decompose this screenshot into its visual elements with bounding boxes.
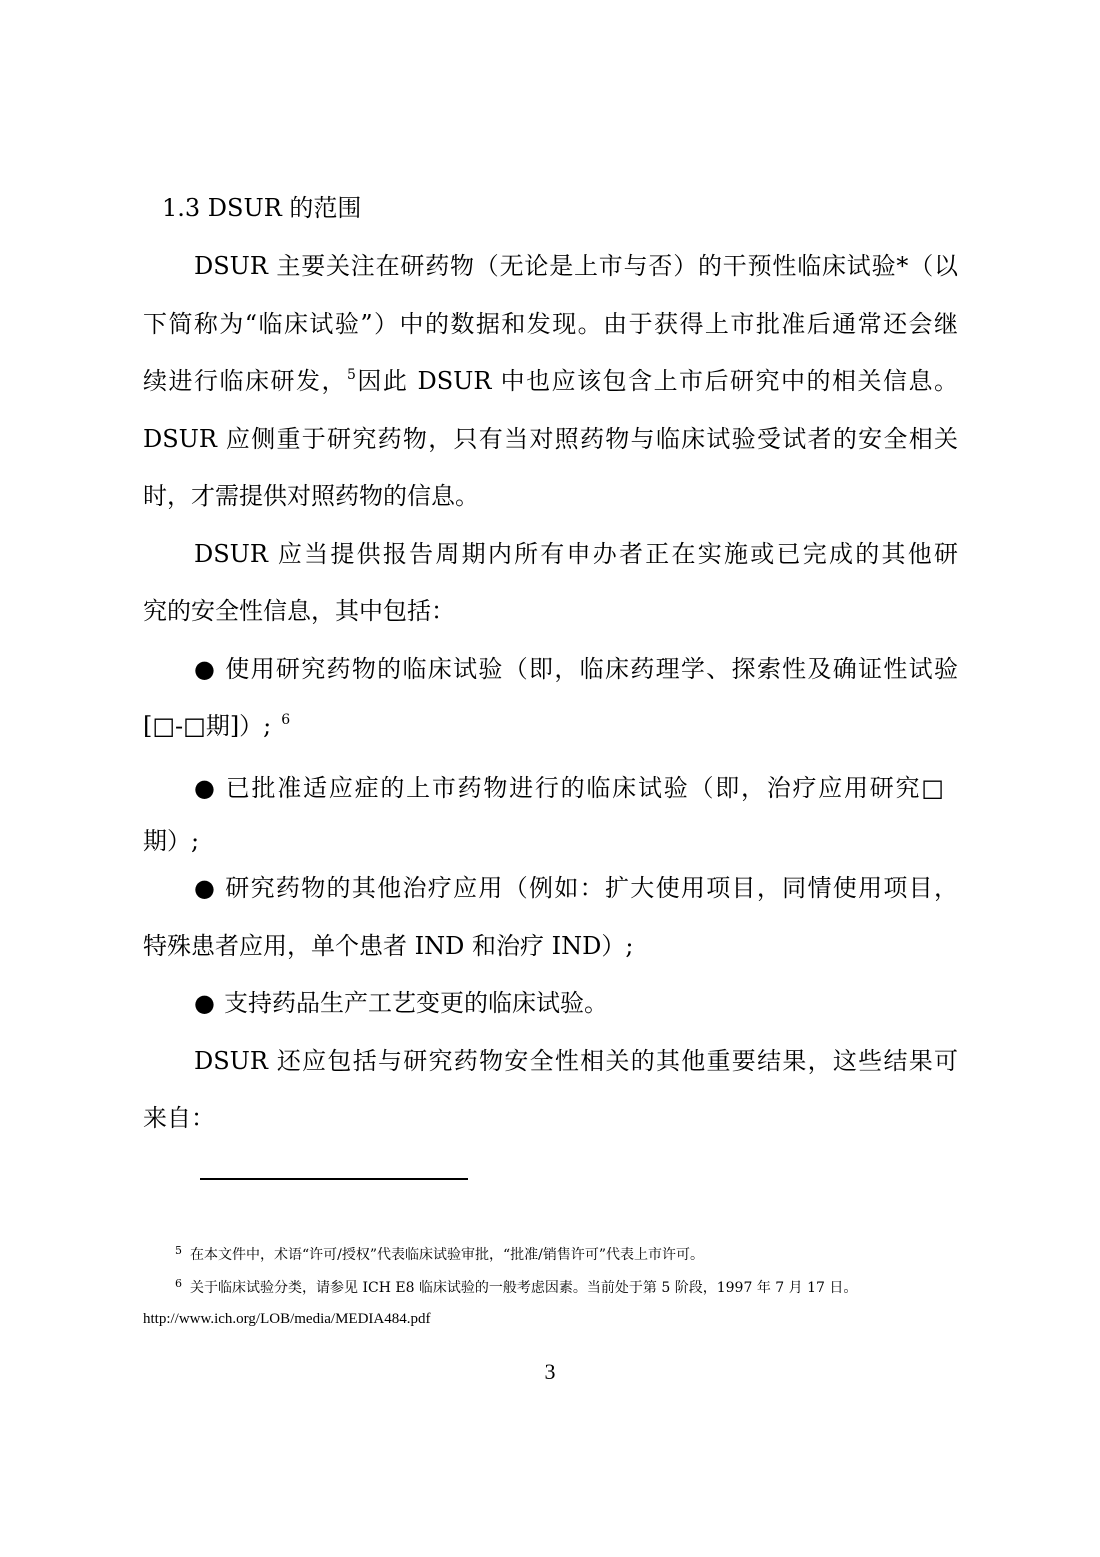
footnote-separator — [200, 1178, 468, 1180]
bullet-item-4-line-1 — [194, 985, 608, 1021]
bullet-item-2-text: 已批准适应症的上市药物进行的临床试验（即，治疗应用研究□ — [224, 774, 944, 802]
footnote-ref-5[interactable]: 5 — [346, 367, 356, 383]
bullet-icon: ● — [194, 874, 215, 902]
footnote-6 — [175, 1277, 857, 1300]
footnote-5 — [175, 1244, 704, 1267]
footnote-6-text: 关于临床试验分类，请参见 ICH E8 临床试验的一般考虑因素。当前处于第 5 阶段，1997 年 7 月 17 日。 — [190, 1280, 858, 1296]
page-number: 3 — [544, 1359, 556, 1384]
paragraph-3-line-1: DSUR 还应包括与研究药物安全性相关的其他重要结果，这些结果可 — [194, 1047, 958, 1075]
paragraph-3-line-2: 来自： — [143, 1104, 215, 1132]
bullet-icon: ● — [194, 774, 215, 802]
paragraph-2-line-2: 究的安全性信息，其中包括： — [143, 597, 455, 625]
bullet-icon: ● — [194, 655, 215, 683]
section-heading: 1.3 DSUR 的范围 — [162, 194, 362, 222]
footnote-6-mark: 6 — [175, 1277, 182, 1290]
bullet-item-3-line-1 — [194, 870, 958, 906]
bullet-item-1-text: 使用研究药物的临床试验（即，临床药理学、探索性及确证性试验 — [224, 655, 958, 683]
footnote-5-text: 在本文件中，术语“许可/授权”代表临床试验审批，“批准/销售许可”代表上市许可。 — [190, 1247, 705, 1263]
paragraph-1-line-4: DSUR 应侧重于研究药物，只有当对照药物与临床试验受试者的安全相关 — [143, 425, 958, 453]
paragraph-1-line-5: 时，才需提供对照药物的信息。 — [143, 482, 479, 510]
bullet-item-2-line-2: 期）; — [143, 827, 200, 855]
bullet-item-1-line-2 — [143, 708, 290, 744]
bullet-item-3-line-2: 特殊患者应用，单个患者 IND 和治疗 IND）; — [143, 932, 634, 960]
footnote-6-url-link[interactable]: http://www.ich.org/LOB/media/MEDIA484.pdf — [143, 1311, 431, 1327]
paragraph-1-line-3-pre: 续进行临床研发， — [143, 367, 347, 395]
bullet-item-3-text: 研究药物的其他治疗应用（例如：扩大使用项目，同情使用项目， — [224, 874, 958, 902]
bullet-item-2-line-1 — [194, 770, 944, 806]
paragraph-1-line-3 — [143, 363, 958, 399]
bullet-icon: ● — [194, 989, 215, 1017]
bullet-item-1-text-2: [□-□期]）; — [143, 712, 272, 740]
bullet-item-4-text: 支持药品生产工艺变更的临床试验。 — [224, 989, 608, 1017]
paragraph-1-line-3-post: 因此 DSUR 中也应该包含上市后研究中的相关信息。 — [355, 367, 959, 395]
paragraph-1-line-2: 下简称为“临床试验”）中的数据和发现。由于获得上市批准后通常还会继 — [143, 310, 958, 338]
paragraph-1-line-1: DSUR 主要关注在研药物（无论是上市与否）的干预性临床试验*（以 — [194, 252, 958, 280]
footnote-5-mark: 5 — [175, 1244, 182, 1257]
paragraph-2-line-1: DSUR 应当提供报告周期内所有申办者正在实施或已完成的其他研 — [194, 540, 958, 568]
footnote-ref-6[interactable]: 6 — [281, 712, 291, 728]
bullet-item-1-line-1 — [194, 651, 958, 687]
